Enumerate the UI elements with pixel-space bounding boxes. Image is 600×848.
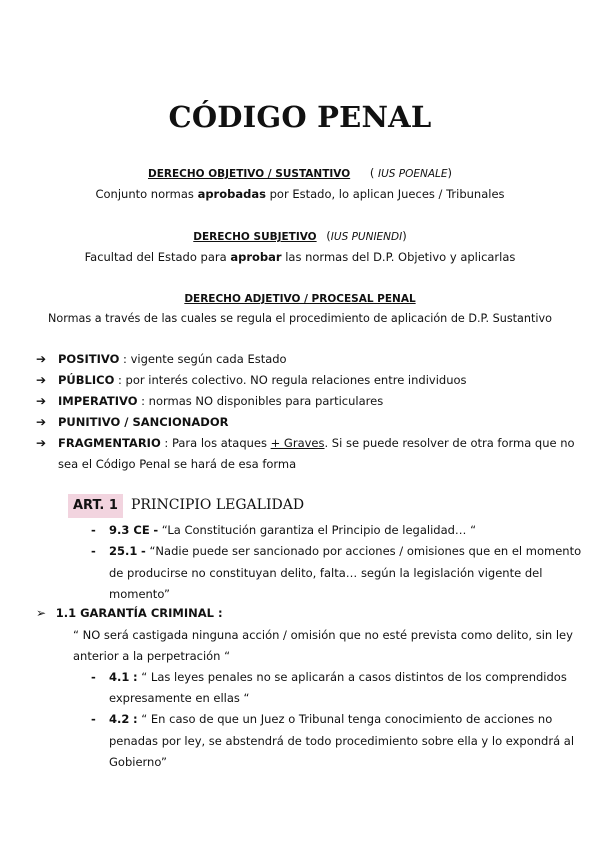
article-ref-line: momento” (109, 587, 170, 601)
triangle-bullet-icon: ➢ (36, 606, 47, 620)
guarantee-heading: ➢ 1.1 GARANTÍA CRIMINAL : (36, 606, 223, 620)
guarantee-item-line: expresamente en ellas “ (109, 691, 250, 705)
arrow-icon: ➔ (36, 415, 47, 429)
guarantee-quote-line: “ NO será castigada ninguna acción / omisión que no esté prevista como delito, sin ley (73, 628, 573, 642)
guarantee-quote-line: anterior a la perpetración “ (73, 649, 231, 663)
latin-term: IUS PUNIENDI (330, 231, 403, 243)
section-adjetivo-desc: Normas a través de las cuales se regula el procedimiento de aplicación de D.P. Sustantivo (48, 312, 552, 325)
arrow-icon: ➔ (36, 436, 47, 450)
section-objetivo-desc: Conjunto normas aprobadas por Estado, lo aplican Jueces / Tribunales (95, 187, 505, 201)
article-title: PRINCIPIO LEGALIDAD (131, 497, 305, 513)
guarantee-item-line: penadas por ley, se abstendrá de todo procedimiento sobre ella y lo expondrá al (109, 734, 575, 748)
section-adjetivo-heading (0, 291, 600, 305)
arrow-icon: ➔ (36, 394, 47, 408)
dash-icon: - (91, 670, 96, 684)
section-subjetivo-heading: DERECHO SUBJETIVO (IUS PUNIENDI) (193, 229, 407, 243)
section-subjetivo-desc: Facultad del Estado para aprobar las normas del D.P. Objetivo y aplicarlas (84, 250, 516, 264)
section-heading: DERECHO ADJETIVO / PROCESAL PENAL (184, 293, 416, 305)
page-title: CÓDIGO PENAL (168, 100, 432, 134)
article-tag: ART. 1 (73, 498, 118, 513)
dash-icon: - (91, 544, 96, 558)
dash-icon: - (91, 523, 96, 537)
arrow-icon: ➔ (36, 373, 47, 387)
latin-term: IUS POENALE (377, 168, 448, 180)
section-objetivo-heading: DERECHO OBJETIVO / SUSTANTIVO ( IUS POENALE) (147, 166, 453, 180)
dash-icon: - (91, 712, 96, 726)
section-heading: DERECHO SUBJETIVO (193, 231, 317, 243)
guarantee-item-line: Gobierno” (109, 755, 167, 769)
characteristic-continuation: sea el Código Penal se hará de esa forma (58, 457, 297, 471)
article-ref-line: de producirse no constituyan delito, falta… según la legislación vigente del (109, 566, 543, 580)
arrow-icon: ➔ (36, 352, 47, 366)
section-heading: DERECHO OBJETIVO / SUSTANTIVO (147, 168, 351, 180)
